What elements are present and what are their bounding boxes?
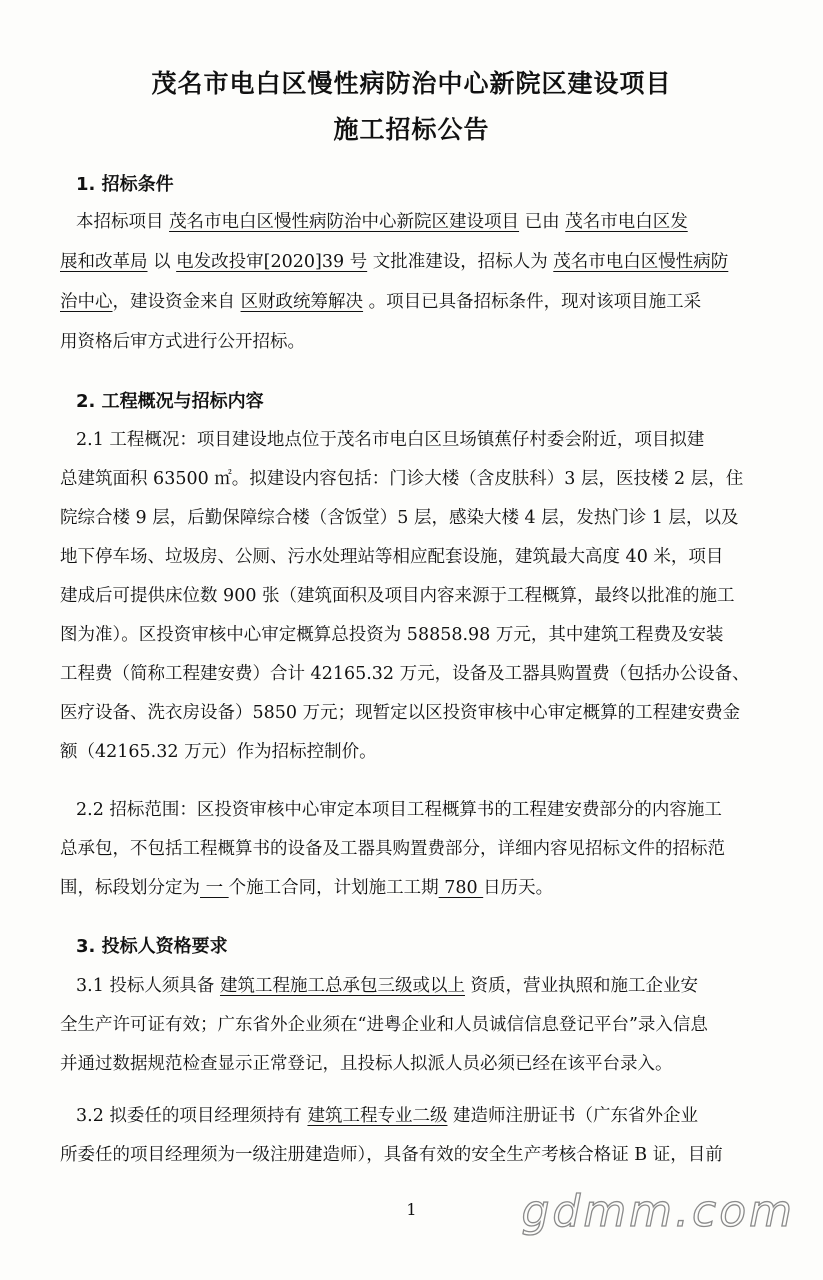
s2-p1-line: 总建筑面积 63500 ㎡。拟建设内容包括：门诊大楼（含皮肤科）3 层，医技楼 2 层，住 xyxy=(60,469,744,489)
s2-p2-last-line: 围，标段划分定为 一 个施工合同，计划施工工期 780 日历天。 xyxy=(60,878,554,898)
document-title-line2: 施工招标公告 xyxy=(333,115,490,144)
s2-p1-line: 地下停车场、垃圾房、公厕、污水处理站等相应配套设施，建筑最大高度 40 米，项目 xyxy=(60,547,724,567)
section-2-heading: 2. 工程概况与招标内容 xyxy=(76,391,264,412)
watermark-logo: gdmm.com xyxy=(521,1186,795,1237)
s2-p1-line: 2.1 工程概况：项目建设地点位于茂名市电白区旦场镇蕉仔村委会附近，项目拟建 xyxy=(76,430,705,450)
s2-p1-line: 医疗设备、洗衣房设备）5850 万元；现暂定以区投资审核中心审定概算的工程建安费金 xyxy=(60,703,741,723)
section-1-heading: 1. 招标条件 xyxy=(76,174,174,195)
section-3-heading: 3. 投标人资格要求 xyxy=(76,936,228,957)
s1-line-1: 本招标项目 茂名市电白区慢性病防治中心新院区建设项目 已由 茂名市电白区发 xyxy=(76,212,688,232)
page-number: 1 xyxy=(406,1200,417,1219)
s1-line-3: 治中心，建设资金来自 区财政统筹解决 。项目已具备招标条件，现对该项目施工采 xyxy=(60,292,702,312)
s2-p1-line: 院综合楼 9 层，后勤保障综合楼（含饭堂）5 层，感染大楼 4 层，发热门诊 1 层，以及 xyxy=(60,508,739,528)
s2-p1-line: 图为准）。区投资审核中心审定概算总投资为 58858.98 万元，其中建筑工程费及安装 xyxy=(60,625,724,645)
document-title-line1: 茂名市电白区慢性病防治中心新院区建设项目 xyxy=(151,69,672,98)
s2-p2-line: 总承包，不包括工程概算书的设备及工器具购置费部分，详细内容见招标文件的招标范 xyxy=(60,839,725,859)
s3-p1-first-line: 3.1 投标人须具备 建筑工程施工总承包三级或以上 资质，营业执照和施工企业安 xyxy=(76,976,699,996)
s3-p2-line: 所委任的项目经理须为一级注册建造师），具备有效的安全生产考核合格证 B 证，目前 xyxy=(60,1145,723,1165)
s3-p2-first-line: 3.2 拟委任的项目经理须持有 建筑工程专业二级 建造师注册证书（广东省外企业 xyxy=(76,1106,699,1126)
s3-p1-line: 全生产许可证有效；广东省外企业须在“进粤企业和人员诚信信息登记平台”录入信息 xyxy=(60,1015,708,1035)
s2-p1-line: 额（42165.32 万元）作为招标控制价。 xyxy=(60,742,377,762)
s3-p1-line: 并通过数据规范检查显示正常登记，且投标人拟派人员必须已经在该平台录入。 xyxy=(60,1054,673,1074)
s1-line-4: 用资格后审方式进行公开招标。 xyxy=(60,332,305,352)
s2-p2-line: 2.2 招标范围：区投资审核中心审定本项目工程概算书的工程建安费部分的内容施工 xyxy=(76,800,722,820)
s1-line-2: 展和改革局 以 电发改投审[2020]39 号 文批准建设，招标人为 茂名市电白区慢性病防 xyxy=(60,252,729,272)
s2-p1-line: 工程费（简称工程建安费）合计 42165.32 万元，设备及工器具购置费（包括办公设备、 xyxy=(60,664,750,684)
s2-p1-line: 建成后可提供床位数 900 张（建筑面积及项目内容来源于工程概算，最终以批准的施工 xyxy=(60,586,735,606)
